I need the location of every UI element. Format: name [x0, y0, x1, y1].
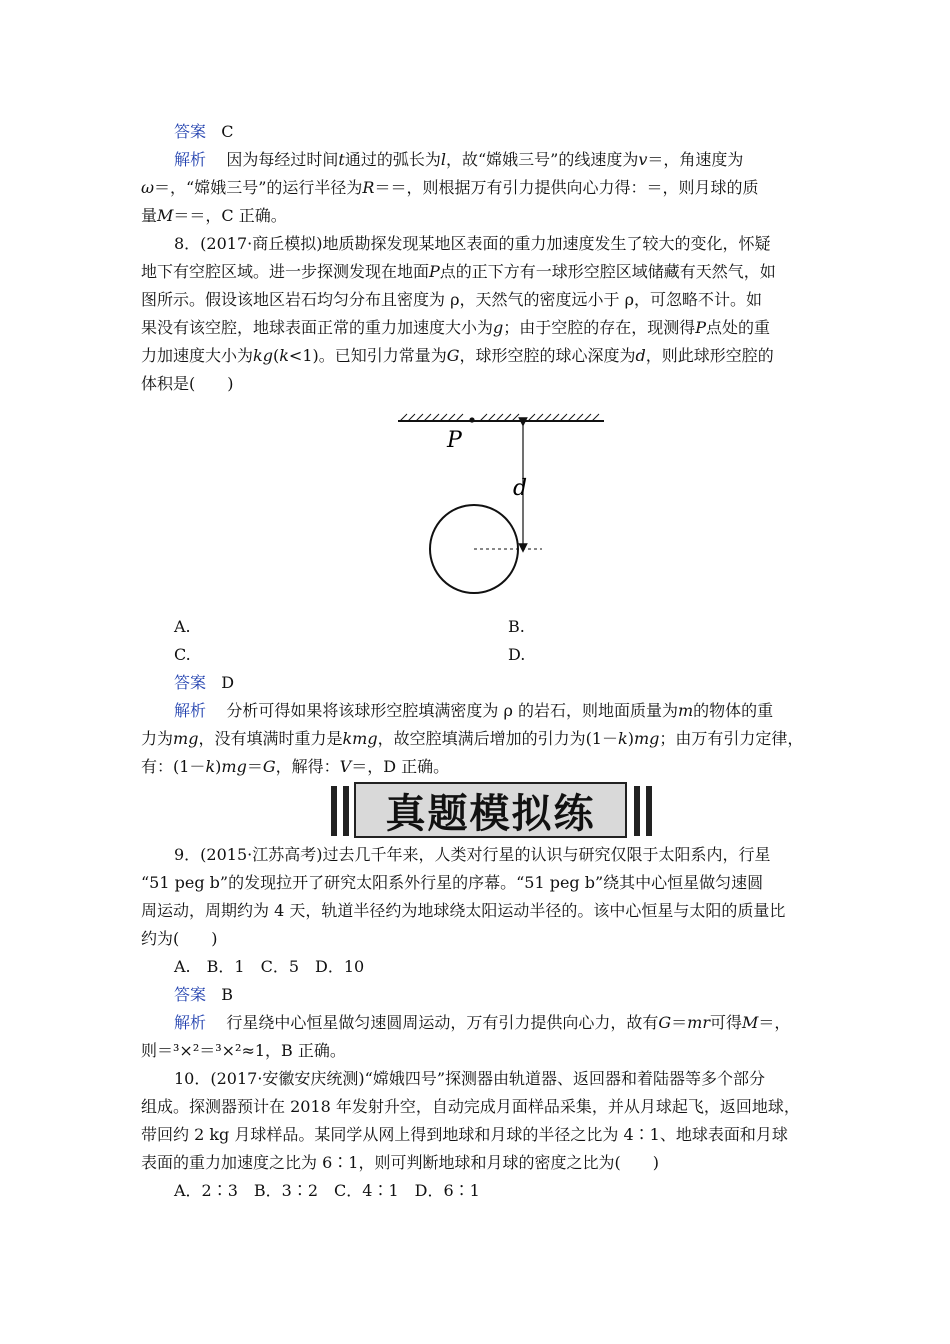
text: ，则此球形空腔的	[645, 346, 774, 365]
var-omega: ω	[141, 178, 155, 197]
var-R: R	[362, 178, 375, 197]
text: ，球形空腔的球心深度为	[459, 346, 636, 365]
var-k: k	[279, 346, 289, 365]
var-l: l	[440, 150, 446, 169]
text: ，解得：	[275, 757, 340, 776]
text: ；由于空腔的存在，现测得	[503, 318, 696, 337]
question-10-line: 带回约 2 kg 月球样品。某同学从网上得到地球和月球的半径之比为 4∶1、地球表面和月球	[141, 1125, 788, 1144]
text: ＝＝，则根据万有引力提供向心力得：＝，则月球的质	[374, 178, 759, 197]
text: ＝，D 正确。	[351, 757, 450, 776]
answer-label: 答案	[174, 985, 207, 1004]
var-kmg: kmg	[342, 729, 378, 748]
text: ，没有填满时重力是	[198, 729, 343, 748]
text: ；由万有引力定律，	[659, 729, 804, 748]
var-M: M	[742, 1013, 759, 1032]
question-8-line	[141, 346, 774, 366]
banner-title: 真题模拟练	[385, 790, 596, 837]
var-M: M	[157, 206, 174, 225]
question-10-options: A．2∶3 B．3∶2 C．4∶1 D．6∶1	[174, 1181, 480, 1200]
question-8-line	[141, 318, 770, 338]
cavity-figure	[396, 400, 608, 618]
explanation-line	[141, 729, 803, 749]
explanation-label: 解析	[174, 701, 207, 720]
var-v: v	[638, 150, 648, 169]
text: 点的正下方有一球形空腔区域储藏有天然气，如	[439, 262, 776, 281]
question-8-line: 图所示。假设该地区岩石均匀分布且密度为 ρ，天然气的密度远小于 ρ，可忽略不计。如	[141, 290, 762, 309]
explanation-line: 则＝³×²＝³×²≈1，B 正确。	[141, 1041, 346, 1060]
text: 的物体的重	[693, 701, 774, 720]
text: )	[627, 729, 634, 748]
var-G: G	[658, 1013, 672, 1032]
point-p-dot	[469, 417, 474, 422]
var-G: G	[262, 757, 276, 776]
question-10-line: 表面的重力加速度之比为 6∶1，则可判断地球和月球的密度之比为( )	[141, 1153, 659, 1172]
banner-bar	[634, 786, 640, 836]
text: 力为	[141, 729, 174, 748]
text: 分析可得如果将该球形空腔填满密度为 ρ 的岩石，则地面质量为	[226, 701, 678, 720]
answer-label: 答案	[174, 673, 207, 692]
banner-bar	[331, 786, 337, 836]
explanation-line	[141, 178, 758, 198]
option-b: B.	[508, 617, 525, 636]
explanation-line	[174, 701, 773, 721]
text: 通过的弧长为	[344, 150, 441, 169]
option-d: D.	[508, 645, 526, 664]
point-p-label: P	[447, 428, 462, 453]
var-mr: mr	[687, 1013, 710, 1032]
text: 量	[141, 206, 158, 225]
question-8-line: 体积是( )	[141, 374, 234, 393]
question-9-line: 9．(2015·江苏高考)过去几千年来，人类对行星的认识与研究仅限于太阳系内，行星	[174, 845, 771, 864]
text: ＝＝，C 正确。	[173, 206, 287, 225]
text: ＝，	[758, 1013, 791, 1032]
var-P: P	[695, 318, 707, 337]
text: ，故空腔填满后增加的引力为(1－	[377, 729, 618, 748]
explanation-line	[141, 206, 287, 226]
text: 果没有该空腔，地球表面正常的重力加速度大小为	[141, 318, 494, 337]
answer-line	[174, 985, 233, 1005]
question-10-line: 组成。探测器预计在 2018 年发射升空，自动完成月面样品采集，并从月球起飞，返回地球，	[141, 1097, 800, 1116]
banner-bar	[343, 786, 349, 836]
banner-bar	[646, 786, 652, 836]
question-9-line: 周运动，周期约为 4 天，轨道半径约为地球绕太阳运动半径的。该中心恒星与太阳的质量比	[141, 901, 786, 920]
var-G: G	[446, 346, 460, 365]
var-d: d	[635, 346, 646, 365]
explanation-label: 解析	[174, 150, 207, 169]
explanation-label: 解析	[174, 1013, 207, 1032]
var-m: m	[677, 701, 694, 720]
answer-value: B	[221, 985, 234, 1004]
text: ＝	[246, 757, 263, 776]
var-kg: kg	[253, 346, 273, 365]
question-10-line: 10．(2017·安徽安庆统测)“嫦娥四号”探测器由轨道器、返回器和着陆器等多个部分	[174, 1069, 766, 1088]
explanation-line	[174, 150, 743, 170]
text: )	[215, 757, 222, 776]
text: ＝，角速度为	[647, 150, 744, 169]
var-mg: mg	[173, 729, 199, 748]
var-k: k	[205, 757, 216, 776]
question-9-options: A. B．1 C．5 D．10	[174, 957, 365, 976]
text: 因为每经过时间	[226, 150, 339, 169]
section-banner	[331, 782, 653, 840]
explanation-line	[141, 757, 449, 777]
var-mg: mg	[221, 757, 247, 776]
var-mg: mg	[633, 729, 660, 748]
depth-label: d	[513, 476, 528, 501]
text: 地下有空腔区域。进一步探测发现在地面	[141, 262, 430, 281]
ground-hatch	[400, 414, 599, 421]
banner-box	[354, 782, 627, 838]
question-9-line: 约为( )	[141, 929, 218, 948]
question-8-line	[141, 262, 776, 282]
text: ＝，“嫦娥三号”的运行半径为	[154, 178, 363, 197]
text: 可得	[710, 1013, 743, 1032]
option-c: C.	[174, 645, 191, 664]
answer-label: 答案	[174, 122, 207, 141]
cavity-diagram	[396, 400, 608, 614]
text: ＝	[671, 1013, 688, 1032]
text: 有：(1－	[141, 757, 206, 776]
explanation-line	[174, 1013, 790, 1033]
text: ，故“嫦娥三号”的线速度为	[445, 150, 639, 169]
var-V: V	[339, 757, 352, 776]
answer-value: C	[221, 122, 234, 141]
text: 点处的重	[706, 318, 771, 337]
var-k: k	[618, 729, 628, 748]
answer-line	[174, 122, 234, 142]
var-t: t	[338, 150, 345, 169]
answer-value: D	[221, 673, 235, 692]
var-P: P	[429, 262, 440, 281]
text: (	[272, 346, 280, 365]
option-a: A.	[174, 617, 191, 636]
question-8-line: 8．(2017·商丘模拟)地质勘探发现某地区表面的重力加速度发生了较大的变化，怀疑	[174, 234, 771, 253]
text: 行星绕中心恒星做匀速圆周运动，万有引力提供向心力，故有	[226, 1013, 659, 1032]
question-9-line: “51 peg b”的发现拉开了研究太阳系外行星的序幕。“51 peg b”绕其中心恒星做匀速圆	[141, 873, 764, 892]
text: 力加速度大小为	[141, 346, 254, 365]
text: <1)。已知引力常量为	[288, 346, 447, 365]
answer-line	[174, 673, 234, 693]
var-g: g	[493, 318, 504, 337]
